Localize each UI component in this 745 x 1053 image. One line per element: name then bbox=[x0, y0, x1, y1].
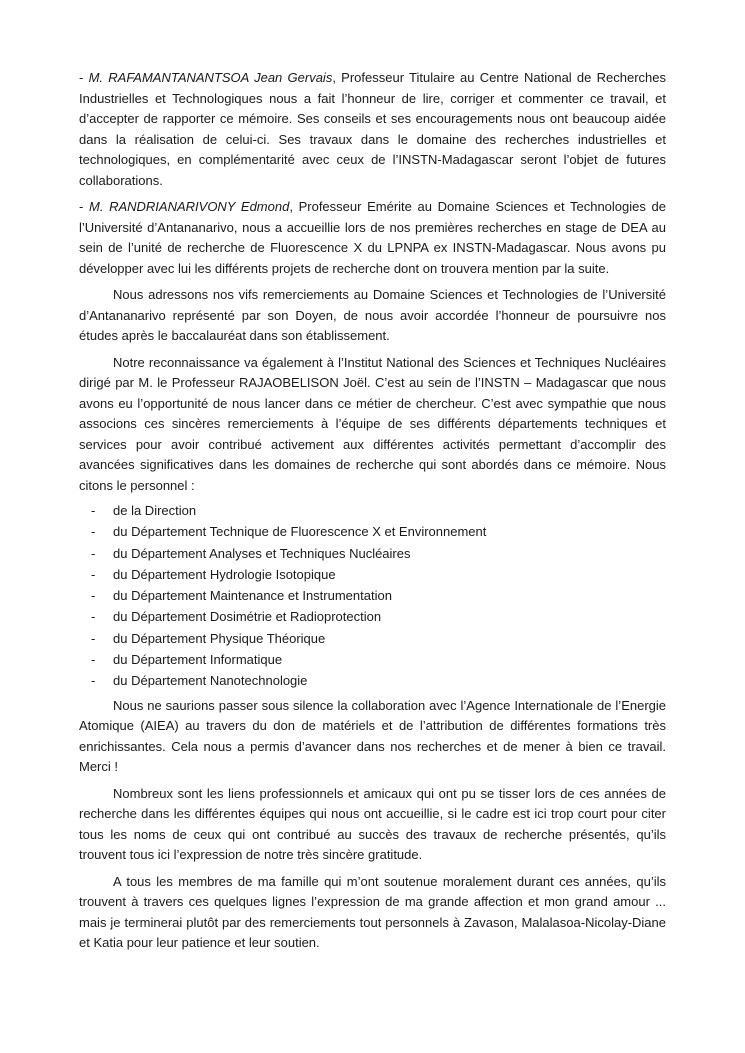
paragraph-domaine-sciences: Nous adressons nos vifs remerciements au Domaine Sciences et Technologies de l’Université d’Antananarivo représenté par son Doyen, de nous avoir accordée l’honneur de poursuivre nos études après le baccalauréat dans son établissement. bbox=[79, 287, 666, 343]
list-item-text: du Département Informatique bbox=[113, 652, 283, 668]
list-dash: - bbox=[91, 524, 96, 540]
list-item-text: du Département Maintenance et Instrumentation bbox=[113, 588, 392, 604]
paragraph-instn: Notre reconnaissance va également à l’Institut National des Sciences et Techniques Nucléaires dirigé par M. le Professeur RAJAOBELISON Joël. C’est au sein de l’INSTN – Madagascar que nous avons eu l’opportunité de nous lancer dans ce métier de chercheur. C’est avec sympathie que nous associons ces sincères remerciements à l’équipe de ses différents départements techniques et services pour avoir contribué activement aux différentes activités permettant d’accomplir des avancées significatives dans les domaines de recherche qui sont abordés dans ce mémoire. Nous citons le personnel : bbox=[79, 354, 666, 493]
list-item bbox=[91, 543, 666, 564]
list-item bbox=[91, 521, 666, 542]
list-item bbox=[91, 628, 666, 649]
list-dash: - bbox=[91, 545, 96, 561]
list-dash: - bbox=[91, 630, 96, 646]
paragraph-text: , Professeur Emérite au Domaine Sciences et Technologies de l’Université d’Antananarivo, nous a accueillie lors de nos premières recherches en stage de DEA au sein de l’unité de recherche de Fluorescence X du LPNPA ex INSTN-Madagascar. Nous avons pu développer avec lui les différents projets de recherche dont on trouvera mention par la suite. bbox=[79, 199, 666, 276]
list-item-text: du Département Dosimétrie et Radioprotection bbox=[113, 609, 382, 625]
list-dash: - bbox=[91, 566, 96, 582]
list-item-text: de la Direction bbox=[113, 503, 197, 518]
list-dash: - bbox=[91, 609, 96, 625]
department-list bbox=[79, 500, 666, 692]
list-item bbox=[91, 500, 666, 521]
paragraph-text: , Professeur Titulaire au Centre National de Recherches Industrielles et Technologiques nous a fait l’honneur de lire, corriger et commenter ce travail, et d’accepter de rapporter ce mémoire. Ses conseils et ses encouragements nous ont beaucoup aidée dans la réalisation de celui-ci. Ses travaux dans le domaine des recherches industrielles et technologiques, en complémentarité avec ceux de l’INSTN-Madagascar seront l’objet de futures collaborations. bbox=[79, 70, 666, 188]
list-dash: - bbox=[91, 588, 96, 604]
list-item-text: du Département Hydrologie Isotopique bbox=[113, 566, 336, 582]
person-name: M. RAFAMANTANANTSOA Jean Gervais bbox=[88, 70, 333, 85]
list-item-text: du Département Analyses et Techniques Nucléaires bbox=[113, 545, 411, 561]
list-item-text: du Département Physique Théorique bbox=[113, 630, 326, 646]
paragraph-randrianarivony bbox=[79, 197, 666, 279]
list-dash: - bbox=[91, 673, 96, 689]
paragraph-aiea: Nous ne saurions passer sous silence la collaboration avec l’Agence Internationale de l’Energie Atomique (AIEA) au travers du don de matériels et de l’attribution de différentes formations très enrichissantes. Cela nous a permis d’avancer dans nos recherches et de mener à bien ce travail. Merci ! bbox=[79, 697, 666, 775]
paragraph-famille: A tous les membres de ma famille qui m’ont soutenue moralement durant ces années, qu’ils trouvent à travers ces quelques lignes l’expression de ma grande affection et mon grand amour ... mais je terminerai plutôt par des remerciements tout personnels à Zavason, Malalasoa-Nicolay-Diane et Katia pour leur patience et leur soutien. bbox=[79, 873, 666, 951]
list-item bbox=[91, 670, 666, 691]
list-item bbox=[91, 585, 666, 606]
paragraph-rafamantanantsoa bbox=[79, 68, 666, 191]
paragraph-prefix: - bbox=[79, 70, 89, 85]
list-dash: - bbox=[91, 652, 96, 668]
list-item bbox=[91, 606, 666, 627]
list-item bbox=[91, 564, 666, 585]
list-item-text: du Département Technique de Fluorescence X et Environnement bbox=[113, 524, 487, 540]
list-item-text: du Département Nanotechnologie bbox=[113, 673, 308, 689]
paragraph-prefix: - bbox=[79, 199, 89, 214]
person-name: M. RANDRIANARIVONY Edmond bbox=[88, 199, 290, 214]
document-page bbox=[79, 68, 666, 960]
paragraph-liens-professionnels: Nombreux sont les liens professionnels et amicaux qui ont pu se tisser lors de ces années de recherche dans les différentes équipes qui nous ont accueillie, si le cadre est ici trop court pour citer tous les noms de ceux qui ont contribué au succès des travaux de recherche présentés, qu’ils trouvent tous ici l’expression de notre très sincère gratitude. bbox=[79, 785, 666, 863]
list-dash: - bbox=[91, 503, 96, 518]
list-item bbox=[91, 649, 666, 670]
